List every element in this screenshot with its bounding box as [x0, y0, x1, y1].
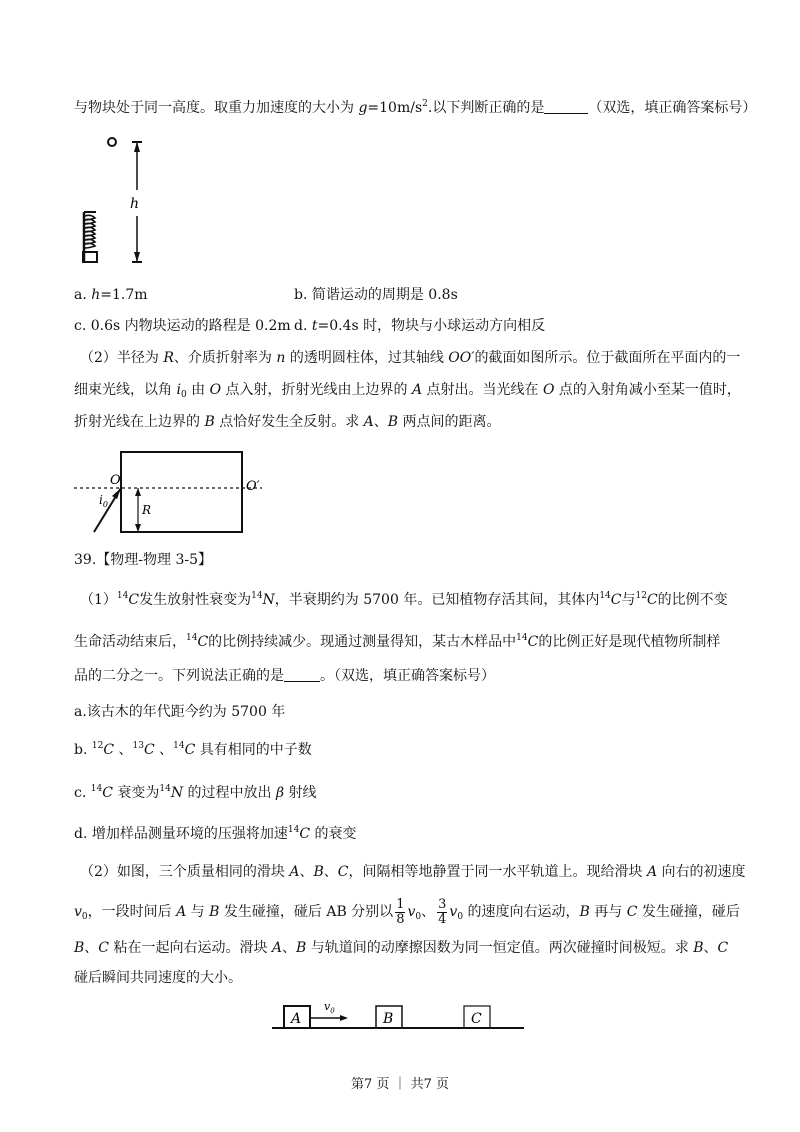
label-A: A [291, 1011, 302, 1027]
q39-option-d: d. 增加样品测量环境的压强将加速$^{14}$C 的衰变 [74, 825, 357, 842]
answer-blank [544, 99, 588, 114]
g-value: =10m/s [367, 100, 423, 116]
spring [85, 215, 95, 248]
h-arrowhead-down [134, 252, 140, 262]
option-b: b. 简谐运动的周期是 0.8s [294, 287, 458, 303]
fraction-one-eighth: $\frac{1}{8}$ [396, 896, 405, 927]
g-symbol: g [358, 100, 368, 116]
h-arrowhead-up [134, 142, 140, 152]
h-label: h [130, 196, 140, 212]
label-v0: $v_0$ [324, 1000, 335, 1015]
q39-2-line-4: 碰后瞬间共同速度的大小。 [74, 970, 242, 986]
label-O-prime: O′ [246, 479, 260, 494]
page-footer: 第7 页 ｜ 共7 页 [350, 1077, 450, 1092]
answer-blank-2 [284, 667, 320, 682]
intro-text: 与物块处于同一高度。取重力加速度的大小为 [74, 100, 359, 116]
q39-1-line-3: 品的二分之一。下列说法正确的是 。（双选，填正确答案标号） [74, 668, 495, 684]
velocity-arrowhead [340, 1015, 348, 1021]
label-O: O [110, 473, 121, 488]
label-R: R [142, 503, 152, 517]
option-a: a. h=1.7m [74, 287, 148, 303]
small-ball [108, 138, 116, 146]
q39-2-line-1: （2）如图，三个质量相同的滑块 A、B、C，间隔相等地静置于同一水平轨道上。现给滑块 A 向右的初速度 [80, 864, 746, 880]
q39-2-line-2: $v_0$，一段时间后 A 与 B 发生碰撞，碰后 AB 分别以 $\frac{1}{8}$ $v_0$、 $\frac{3}{4}$ $v_0$ 的速度向右运动，B 再与 C 发生碰撞，碰后 [74, 896, 740, 927]
intro-line [74, 98, 756, 118]
g-exponent: 2 [422, 99, 428, 109]
option-d: d. t=0.4s 时，物块与小球运动方向相反 [294, 318, 546, 334]
optics-line-3: 折射光线在上边界的 B 点恰好发生全反射。求 A、B 两点间的距离。 [74, 414, 501, 430]
spring-ball-figure [76, 132, 166, 272]
cylinder-figure [72, 448, 272, 540]
q39-1-line-2: 生命活动结束后，$^{14}$C的比例持续减少。现通过测量得知，某古木样品中$^{14}$C的比例正好是现代植物所制样 [74, 633, 721, 650]
optics-line-1: （2）半径为 R、介质折射率为 n 的透明圆柱体，过其轴线 OO′的截面如图所示。位于截面所在平面内的一 [80, 350, 741, 366]
sliders-figure [270, 996, 530, 1036]
q39-option-b: b. $^{12}$C 、$^{13}$C 、$^{14}$C 具有相同的中子数 [74, 741, 312, 758]
q39-2-line-3: B、C 粘在一起向右运动。滑块 A、B 与轨道间的动摩擦因数为同一恒定值。两次碰撞时间极短。求 B、C [74, 940, 729, 956]
label-B: B [383, 1011, 394, 1027]
fraction-three-quarters: $\frac{3}{4}$ [438, 896, 447, 927]
q39-1-line-1: $(1)^{14}C$发生放射性衰变为$^{14}$N，半衰期约为 5700 年。已知植物存活其间，其体内$^{14}$C与$^{12}$C的比例不变 [80, 591, 728, 608]
intro-question: .以下判断正确的是 [427, 100, 545, 116]
ray-arrowhead [112, 488, 121, 499]
intro-tail: （双选，填正确答案标号） [588, 100, 757, 116]
label-i0: $i_0$ [99, 493, 108, 509]
q39-option-a: a.该古木的年代距今约为 5700 年 [74, 704, 286, 720]
section-39-title: 39.【物理-物理 3-5】 [74, 552, 212, 568]
label-C: C [471, 1011, 482, 1027]
option-c: c. 0.6s 内物块运动的路程是 0.2m [74, 318, 291, 334]
q39-option-c: c. $^{14}$C 衰变为$^{14}$N 的过程中放出 β 射线 [74, 784, 317, 801]
optics-line-2: 细束光线，以角 $i_0$ 由 O 点入射，折射光线由上边界的 A 点射出。当光线在 O 点的入射角减小至某一值时， [74, 382, 741, 400]
